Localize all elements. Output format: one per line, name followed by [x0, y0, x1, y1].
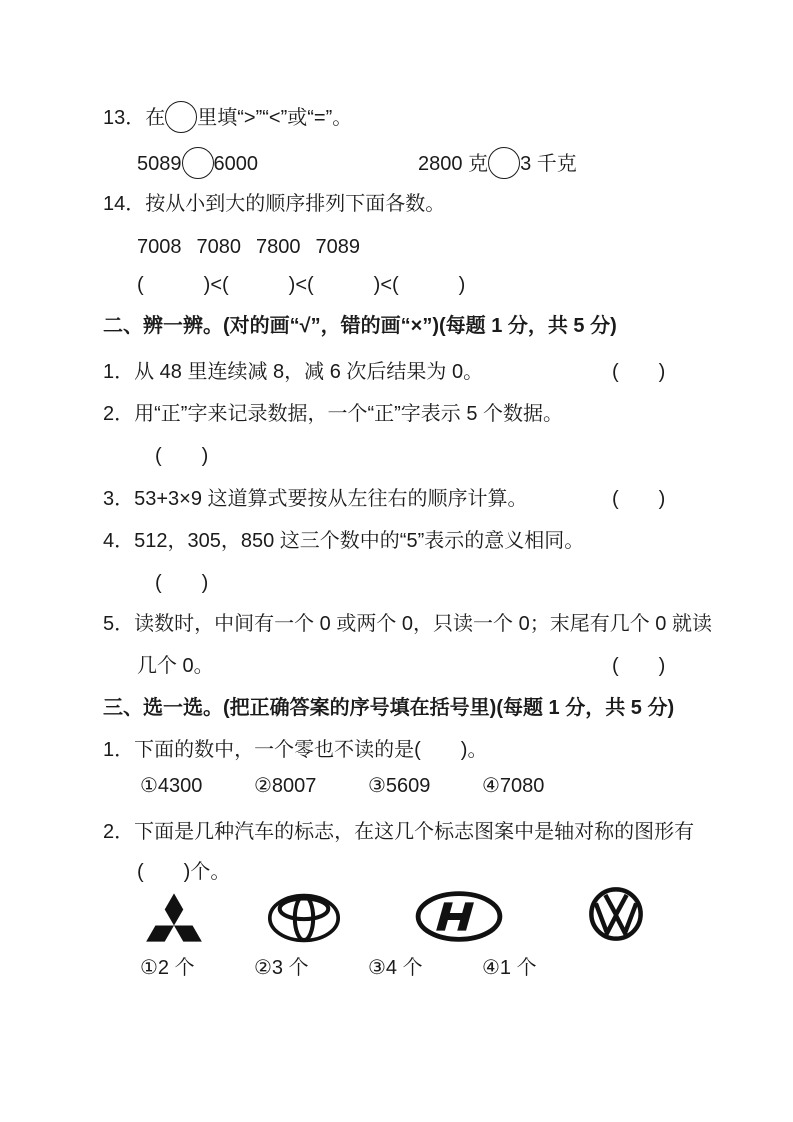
option-1: ①4300 — [140, 775, 203, 797]
s3-q1-options — [140, 771, 596, 801]
s2-question-5-line1: 5．读数时，中间有一个 0 或两个 0，只读一个 0；末尾有几个 0 就读 — [103, 613, 712, 635]
volkswagen-logo-icon — [588, 886, 644, 942]
s3-question-1: 1．下面的数中，一个零也不读的是( )。 — [103, 739, 488, 761]
s2-question-2: 2．用“正”字来记录数据，一个“正”字表示 5 个数据。 — [103, 403, 563, 425]
option-4: ④1 个 — [482, 957, 537, 979]
question-13-title — [103, 101, 352, 133]
option-2: ②8007 — [254, 775, 317, 797]
s2-q4-answer-parentheses: ( ) — [155, 572, 209, 594]
number-item: 7080 — [196, 236, 241, 258]
q14-numbers — [137, 232, 375, 262]
q13-comparisons — [137, 147, 577, 179]
s2-question-1 — [103, 357, 666, 387]
toyota-logo-icon — [267, 893, 341, 943]
s3-question-2-line1: 2．下面是几种汽车的标志，在这几个标志图案中是轴对称的图形有 — [103, 821, 695, 843]
number-item: 7089 — [315, 236, 360, 258]
option-1: ①2 个 — [140, 957, 195, 979]
option-3: ③5609 — [368, 775, 431, 797]
question-text: 几个 0。 — [137, 655, 214, 677]
q13-tail: 里填“>”“<”或“=”。 — [197, 107, 353, 129]
hyundai-logo-icon — [415, 891, 503, 942]
compare-right-b: 3 千克 — [520, 153, 577, 175]
answer-parentheses: ( ) — [612, 488, 666, 510]
s3-question-2-line2: ( )个。 — [137, 861, 231, 883]
compare-left-b: 6000 — [213, 153, 258, 175]
car-logos-row — [103, 886, 703, 944]
section-two-title: 二、辨一辨。(对的画“√”，错的画“×”)(每题 1 分，共 5 分) — [103, 315, 617, 337]
number-item: 7800 — [256, 236, 301, 258]
answer-parentheses: ( ) — [612, 361, 666, 383]
answer-parentheses: ( ) — [612, 655, 666, 677]
option-4: ④7080 — [482, 775, 545, 797]
s3-q2-options — [140, 953, 596, 983]
option-2: ②3 个 — [254, 957, 309, 979]
question-text: 1．从 48 里连续减 8，减 6 次后结果为 0。 — [103, 361, 484, 383]
q13-lead: 13．在 — [103, 107, 166, 129]
compare-right-a: 2800 克 — [418, 153, 489, 175]
answer-circle — [165, 101, 197, 133]
answer-circle — [182, 147, 214, 179]
mitsubishi-logo-icon — [145, 891, 203, 944]
question-text: 3．53+3×9 这道算式要按从左往右的顺序计算。 — [103, 488, 528, 510]
s2-question-5-line2 — [137, 651, 666, 681]
section-three-title: 三、选一选。(把正确答案的序号填在括号里)(每题 1 分，共 5 分) — [103, 697, 675, 719]
question-14-title: 14．按从小到大的顺序排列下面各数。 — [103, 193, 446, 215]
option-3: ③4 个 — [368, 957, 423, 979]
compare-left-a: 5089 — [137, 153, 182, 175]
s2-q2-answer-parentheses: ( ) — [155, 445, 209, 467]
s2-question-4: 4．512，305，850 这三个数中的“5”表示的意义相同。 — [103, 530, 585, 552]
number-item: 7008 — [137, 236, 182, 258]
q14-answer-blanks: ( )<( )<( )<( ) — [137, 274, 466, 296]
answer-circle — [488, 147, 520, 179]
s2-question-3 — [103, 484, 666, 514]
